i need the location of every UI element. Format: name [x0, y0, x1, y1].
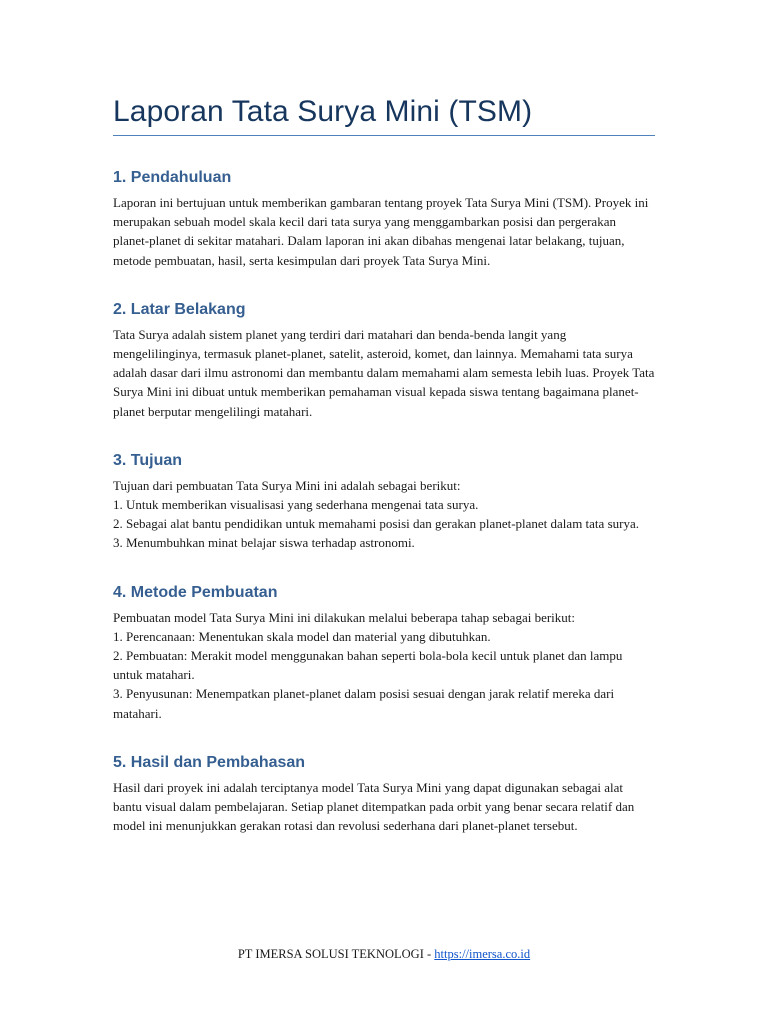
document-title: Laporan Tata Surya Mini (TSM)	[113, 95, 655, 136]
list-item: 2. Sebagai alat bantu pendidikan untuk memahami posisi dan gerakan planet-planet dalam tata surya.	[113, 516, 639, 532]
page-footer	[0, 947, 768, 962]
footer-link[interactable]: https://imersa.co.id	[434, 947, 531, 961]
list-item: 3. Penyusunan: Menempatkan planet-planet dalam posisi sesuai dengan jarak relatif mereka dari matahari.	[113, 686, 615, 721]
section-heading: 5. Hasil dan Pembahasan	[113, 753, 306, 771]
section-hasil-pembahasan	[113, 753, 655, 836]
section-body: Laporan ini bertujuan untuk memberikan gambaran tentang proyek Tata Surya Mini (TSM). Proyek ini merupakan sebuah model skala kecil dari tata surya yang menggambarkan posisi dan pergerakan planet-planet di sekitar matahari. Dalam laporan ini akan dibahas mengenai latar belakang, tujuan, metode pembuatan, hasil, serta kesimpulan dari proyek Tata Surya Mini.	[113, 195, 649, 268]
section-body: Hasil dari proyek ini adalah terciptanya model Tata Surya Mini yang dapat digunakan sebagai alat bantu visual dalam pembelajaran. Setiap planet ditempatkan pada orbit yang benar secara relatif dan model ini menunjukkan gerakan rotasi dan revolusi sederhana dari planet-planet tersebut.	[113, 779, 635, 834]
section-heading: 2. Latar Belakang	[113, 300, 246, 318]
footer-company: PT IMERSA SOLUSI TEKNOLOGI -	[237, 947, 435, 961]
section-latar-belakang	[113, 300, 655, 421]
list-item: 1. Untuk memberikan visualisasi yang sederhana mengenai tata surya.	[113, 497, 479, 513]
list-item: 3. Menumbuhkan minat belajar siswa terhadap astronomi.	[113, 535, 415, 551]
section-heading: 3. Tujuan	[113, 451, 183, 469]
list-item: 1. Perencanaan: Menentukan skala model dan material yang dibutuhkan.	[113, 628, 491, 644]
section-intro: Pembuatan model Tata Surya Mini ini dilakukan melalui beberapa tahap sebagai berikut:	[113, 609, 576, 625]
section-tujuan	[113, 451, 655, 553]
section-intro: Tujuan dari pembuatan Tata Surya Mini ini adalah sebagai berikut:	[113, 477, 461, 493]
list-item: 2. Pembuatan: Merakit model menggunakan bahan seperti bola-bola kecil untuk planet dan lampu untuk matahari.	[113, 648, 623, 683]
section-heading: 1. Pendahuluan	[113, 169, 232, 186]
section-pendahuluan	[113, 168, 655, 270]
section-heading: 4. Metode Pembuatan	[113, 583, 278, 601]
section-metode-pembuatan	[113, 583, 655, 723]
document-page	[113, 95, 655, 835]
section-body: Tata Surya adalah sistem planet yang terdiri dari matahari dan benda-benda langit yang mengelilinginya, termasuk planet-planet, satelit, asteroid, komet, dan lainnya. Memahami tata surya adalah dasar dari ilmu astronomi dan membantu dalam memahami alam semesta lebih luas. Proyek Tata Surya Mini ini dibuat untuk memberikan pemahaman visual kepada siswa tentang bagaimana planet-planet berputar mengelilingi matahari.	[113, 326, 655, 419]
